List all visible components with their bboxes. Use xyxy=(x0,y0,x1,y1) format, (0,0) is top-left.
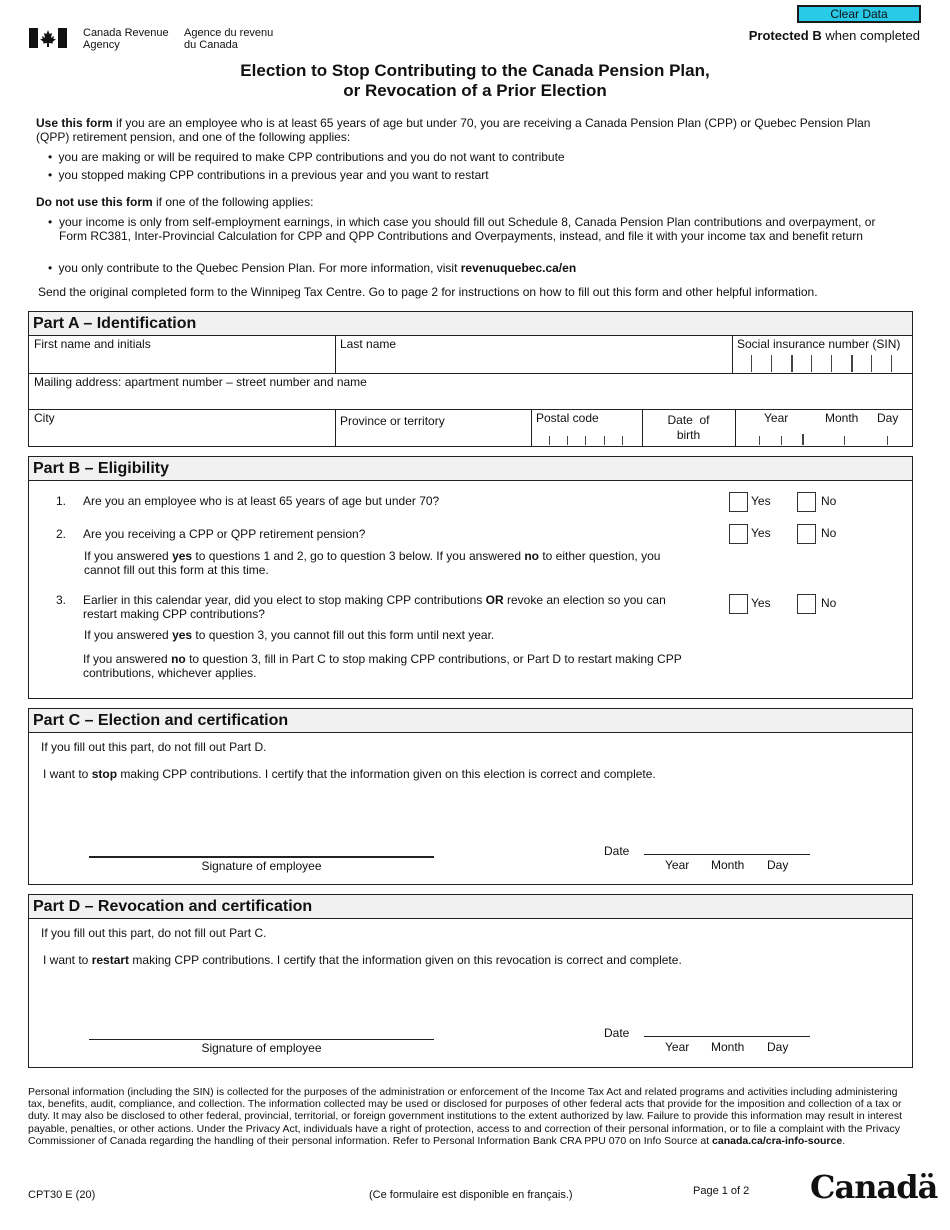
last-name-field[interactable] xyxy=(335,335,732,373)
send-instructions: Send the original completed form to the Winnipeg Tax Centre. Go to page 2 for instructions on how to fill out this form and other helpful information. xyxy=(38,285,818,299)
canada-wordmark-text: Canadä xyxy=(810,1168,938,1206)
city-field[interactable] xyxy=(29,409,335,447)
use-bullet-2: • you stopped making CPP contributions in a previous year and you want to restart xyxy=(48,168,489,182)
q3-yes-label: Yes xyxy=(751,596,771,610)
agency-name-en xyxy=(83,27,169,51)
q1-no-label: No xyxy=(821,494,837,508)
protected-b-rest: when completed xyxy=(821,28,920,43)
agency-name-fr xyxy=(184,27,273,51)
clear-data-button[interactable]: Clear Data xyxy=(797,5,921,23)
french-availability: (Ce formulaire est disponible en français.) xyxy=(369,1189,573,1201)
use-this-form-text: if you are an employee who is at least 65 years of age but under 70, you are receiving a Canada Pension Plan (CPP) or Quebec Pension Plan (QPP) retirement pension, and one of the following applies: xyxy=(36,116,871,144)
province-label: Province or territory xyxy=(340,414,445,428)
part-c-section xyxy=(28,708,913,885)
part-d-date-input[interactable] xyxy=(644,1016,810,1036)
part-a-title: Part A – Identification xyxy=(29,312,912,336)
part-d-month-label: Month xyxy=(711,1040,745,1054)
do-not-use-text: if one of the following applies: xyxy=(152,195,314,209)
part-d-instruction: If you fill out this part, do not fill out Part C. xyxy=(41,926,267,940)
canada-wordmark xyxy=(810,1168,937,1206)
form-id: CPT30 E (20) xyxy=(28,1189,96,1201)
agency-en-line1: Canada Revenue xyxy=(83,27,169,39)
part-a-section xyxy=(28,311,913,447)
part-c-year-label: Year xyxy=(665,858,690,872)
q2-text: Are you receiving a CPP or QPP retirement pension? xyxy=(83,527,366,541)
dob-line2: birth xyxy=(676,428,701,442)
not-bullet-1: • your income is only from self-employment earnings, in which case you should fill out Schedule 8, Canada Pension Plan contributions and overpayment, or Form RC381, Inter-Provincial Calculation for CPP and QPP Contributions and Overpayments, instead, and file it with your income tax and benefit return xyxy=(48,215,898,243)
part-d-signature-input[interactable] xyxy=(89,1017,434,1039)
agency-fr-line1: Agence du revenu xyxy=(184,27,274,39)
use-bullet-1: • you are making or will be required to make CPP contributions and you do not want to contribute xyxy=(48,150,565,164)
part-c-title: Part C – Election and certification xyxy=(29,709,912,733)
mailing-address-label: Mailing address: apartment number – street number and name xyxy=(34,375,367,389)
part-d-year-label: Year xyxy=(665,1040,690,1054)
part-d-section xyxy=(28,894,913,1068)
q3-note-no: If you answered no to question 3, fill in Part C to stop making CPP contributions, or Part D to restart making CPP contributions, whichever applies. xyxy=(83,652,682,680)
part-c-signature-label: Signature of employee xyxy=(201,859,322,873)
do-not-use-paragraph xyxy=(36,195,313,209)
part-c-instruction: If you fill out this part, do not fill out Part D. xyxy=(41,740,267,754)
page-title xyxy=(0,61,950,101)
part-c-signature-input[interactable] xyxy=(89,834,434,856)
q1-no-checkbox[interactable] xyxy=(797,492,816,512)
part-c-date-label: Date xyxy=(604,844,630,858)
part-d-date-label: Date xyxy=(604,1026,630,1040)
part-d-signature-label: Signature of employee xyxy=(201,1041,322,1055)
part-d-certification: I want to restart making CPP contributions. I certify that the information given on this revocation is correct and complete. xyxy=(43,953,682,967)
part-c-date-input[interactable] xyxy=(644,834,810,854)
q1-yes-checkbox[interactable] xyxy=(729,492,748,512)
part-b-title: Part B – Eligibility xyxy=(29,457,912,481)
do-not-use-bold: Do not use this form xyxy=(36,195,153,209)
revenu-quebec-link[interactable]: revenuquebec.ca/en xyxy=(460,261,577,275)
part-d-day-label: Day xyxy=(767,1040,789,1054)
dob-line1: Date of xyxy=(667,413,710,427)
dob-year-label: Year xyxy=(764,411,789,425)
page-number: Page 1 of 2 xyxy=(693,1185,750,1197)
title-line1: Election to Stop Contributing to the Canada Pension Plan, xyxy=(240,61,710,80)
q1-number: 1. xyxy=(56,494,67,508)
use-this-form-bold: Use this form xyxy=(36,116,113,130)
not-bullet-1-text: your income is only from self-employment earnings, in which case you should fill out Schedule 8, Canada Pension Plan contributions and overpayment, or Form RC381, Inter-Provincial Calculation for CPP and QPP Contributions and Overpayments, instead, and file it with your income tax and benefit return xyxy=(59,215,876,243)
q3-text: Earlier in this calendar year, did you elect to stop making CPP contributions OR revoke an election so you can restart making CPP contributions? xyxy=(83,593,666,621)
q2-yes-checkbox[interactable] xyxy=(729,524,748,544)
sin-field[interactable] xyxy=(732,335,913,373)
q3-yes-checkbox[interactable] xyxy=(729,594,748,614)
canada-flag-icon xyxy=(29,28,67,48)
part-d-title: Part D – Revocation and certification xyxy=(29,895,912,919)
last-name-label: Last name xyxy=(340,337,397,351)
use-bullet-1-text: you are making or will be required to make CPP contributions and you do not want to contribute xyxy=(58,150,565,164)
postal-code-field[interactable] xyxy=(531,409,642,447)
first-name-label: First name and initials xyxy=(34,337,151,351)
agency-en-line2: Agency xyxy=(83,39,120,51)
first-name-field[interactable] xyxy=(29,335,335,373)
q2-no-checkbox[interactable] xyxy=(797,524,816,544)
use-this-form-paragraph xyxy=(36,116,896,144)
title-line2: or Revocation of a Prior Election xyxy=(343,81,607,100)
city-label: City xyxy=(34,411,55,425)
q3-number: 3. xyxy=(56,593,67,607)
q3-no-label: No xyxy=(821,596,837,610)
q1-text: Are you an employee who is at least 65 years of age but under 70? xyxy=(83,494,440,508)
part-c-certification: I want to stop making CPP contributions. I certify that the information given on this election is correct and complete. xyxy=(43,767,656,781)
province-field[interactable] xyxy=(335,409,531,447)
use-bullet-2-text: you stopped making CPP contributions in a previous year and you want to restart xyxy=(58,168,489,182)
q2-note: If you answered yes to questions 1 and 2, go to question 3 below. If you answered no to either question, you cannot fill out this form at this time. xyxy=(84,549,661,577)
part-c-day-label: Day xyxy=(767,858,789,872)
agency-fr-line2: du Canada xyxy=(184,39,238,51)
q1-yes-label: Yes xyxy=(751,494,771,508)
protected-b-label xyxy=(749,28,920,43)
q2-number: 2. xyxy=(56,527,67,541)
dob-month-label: Month xyxy=(825,411,859,425)
postal-code-label: Postal code xyxy=(536,411,599,425)
date-of-birth-label xyxy=(642,413,735,443)
q3-no-checkbox[interactable] xyxy=(797,594,816,614)
not-bullet-2: • you only contribute to the Quebec Pension Plan. For more information, visit revenuquebec.ca/en xyxy=(48,261,577,275)
sin-label: Social insurance number (SIN) xyxy=(737,337,901,351)
dob-day-label: Day xyxy=(877,411,899,425)
q2-yes-label: Yes xyxy=(751,526,771,540)
protected-b-bold: Protected B xyxy=(748,28,822,43)
not-bullet-2-text: you only contribute to the Quebec Pension Plan. For more information, visit xyxy=(58,261,461,275)
mailing-address-field[interactable] xyxy=(29,373,913,409)
q2-no-label: No xyxy=(821,526,837,540)
privacy-notice: Personal information (including the SIN) is collected for the purposes of the administration or enforcement of the Income Tax Act and related programs and activities including administering tax, benefits, audit, compliance, and collection. The information collected may be used or disclosed for purposes of other federal acts that provide for the imposition and collection of a tax or duty. It may also be disclosed to other federal, provincial, territorial, or foreign government institutions to the extent authorized by law. Failure to provide this information may result in interest payable, penalties, or other actions. Under the Privacy Act, individuals have a right of protection, access to and correction of their personal information, or to file a complaint with the Privacy Commissioner of Canada regarding the handling of their personal information. Refer to Personal Information Bank CRA PPU 070 on Info Source at canada.ca/cra-info-source. xyxy=(28,1086,903,1147)
part-c-month-label: Month xyxy=(711,858,745,872)
part-b-section xyxy=(28,456,913,699)
q3-note-yes: If you answered yes to question 3, you cannot fill out this form until next year. xyxy=(84,628,495,642)
privacy-text: Personal information (including the SIN) is collected for the purposes of the administration or enforcement of the Income Tax Act and related programs and activities including administering tax, benefits, audit, compliance, and collection. The information collected may be used or disclosed for purposes of other federal acts that provide for the imposition and collection of a tax or duty. It may also be disclosed to other federal, provincial, territorial, or foreign government institutions to the extent authorized by law. Failure to provide this information may result in interest payable, penalties, or other actions. Under the Privacy Act, individuals have a right of protection, access to and correction of their personal information, or to file a complaint with the Privacy Commissioner of Canada regarding the handling of their personal information. Refer to Personal Information Bank CRA PPU 070 on Info Source at xyxy=(28,1086,903,1147)
info-source-link[interactable]: canada.ca/cra-info-source xyxy=(712,1134,843,1147)
